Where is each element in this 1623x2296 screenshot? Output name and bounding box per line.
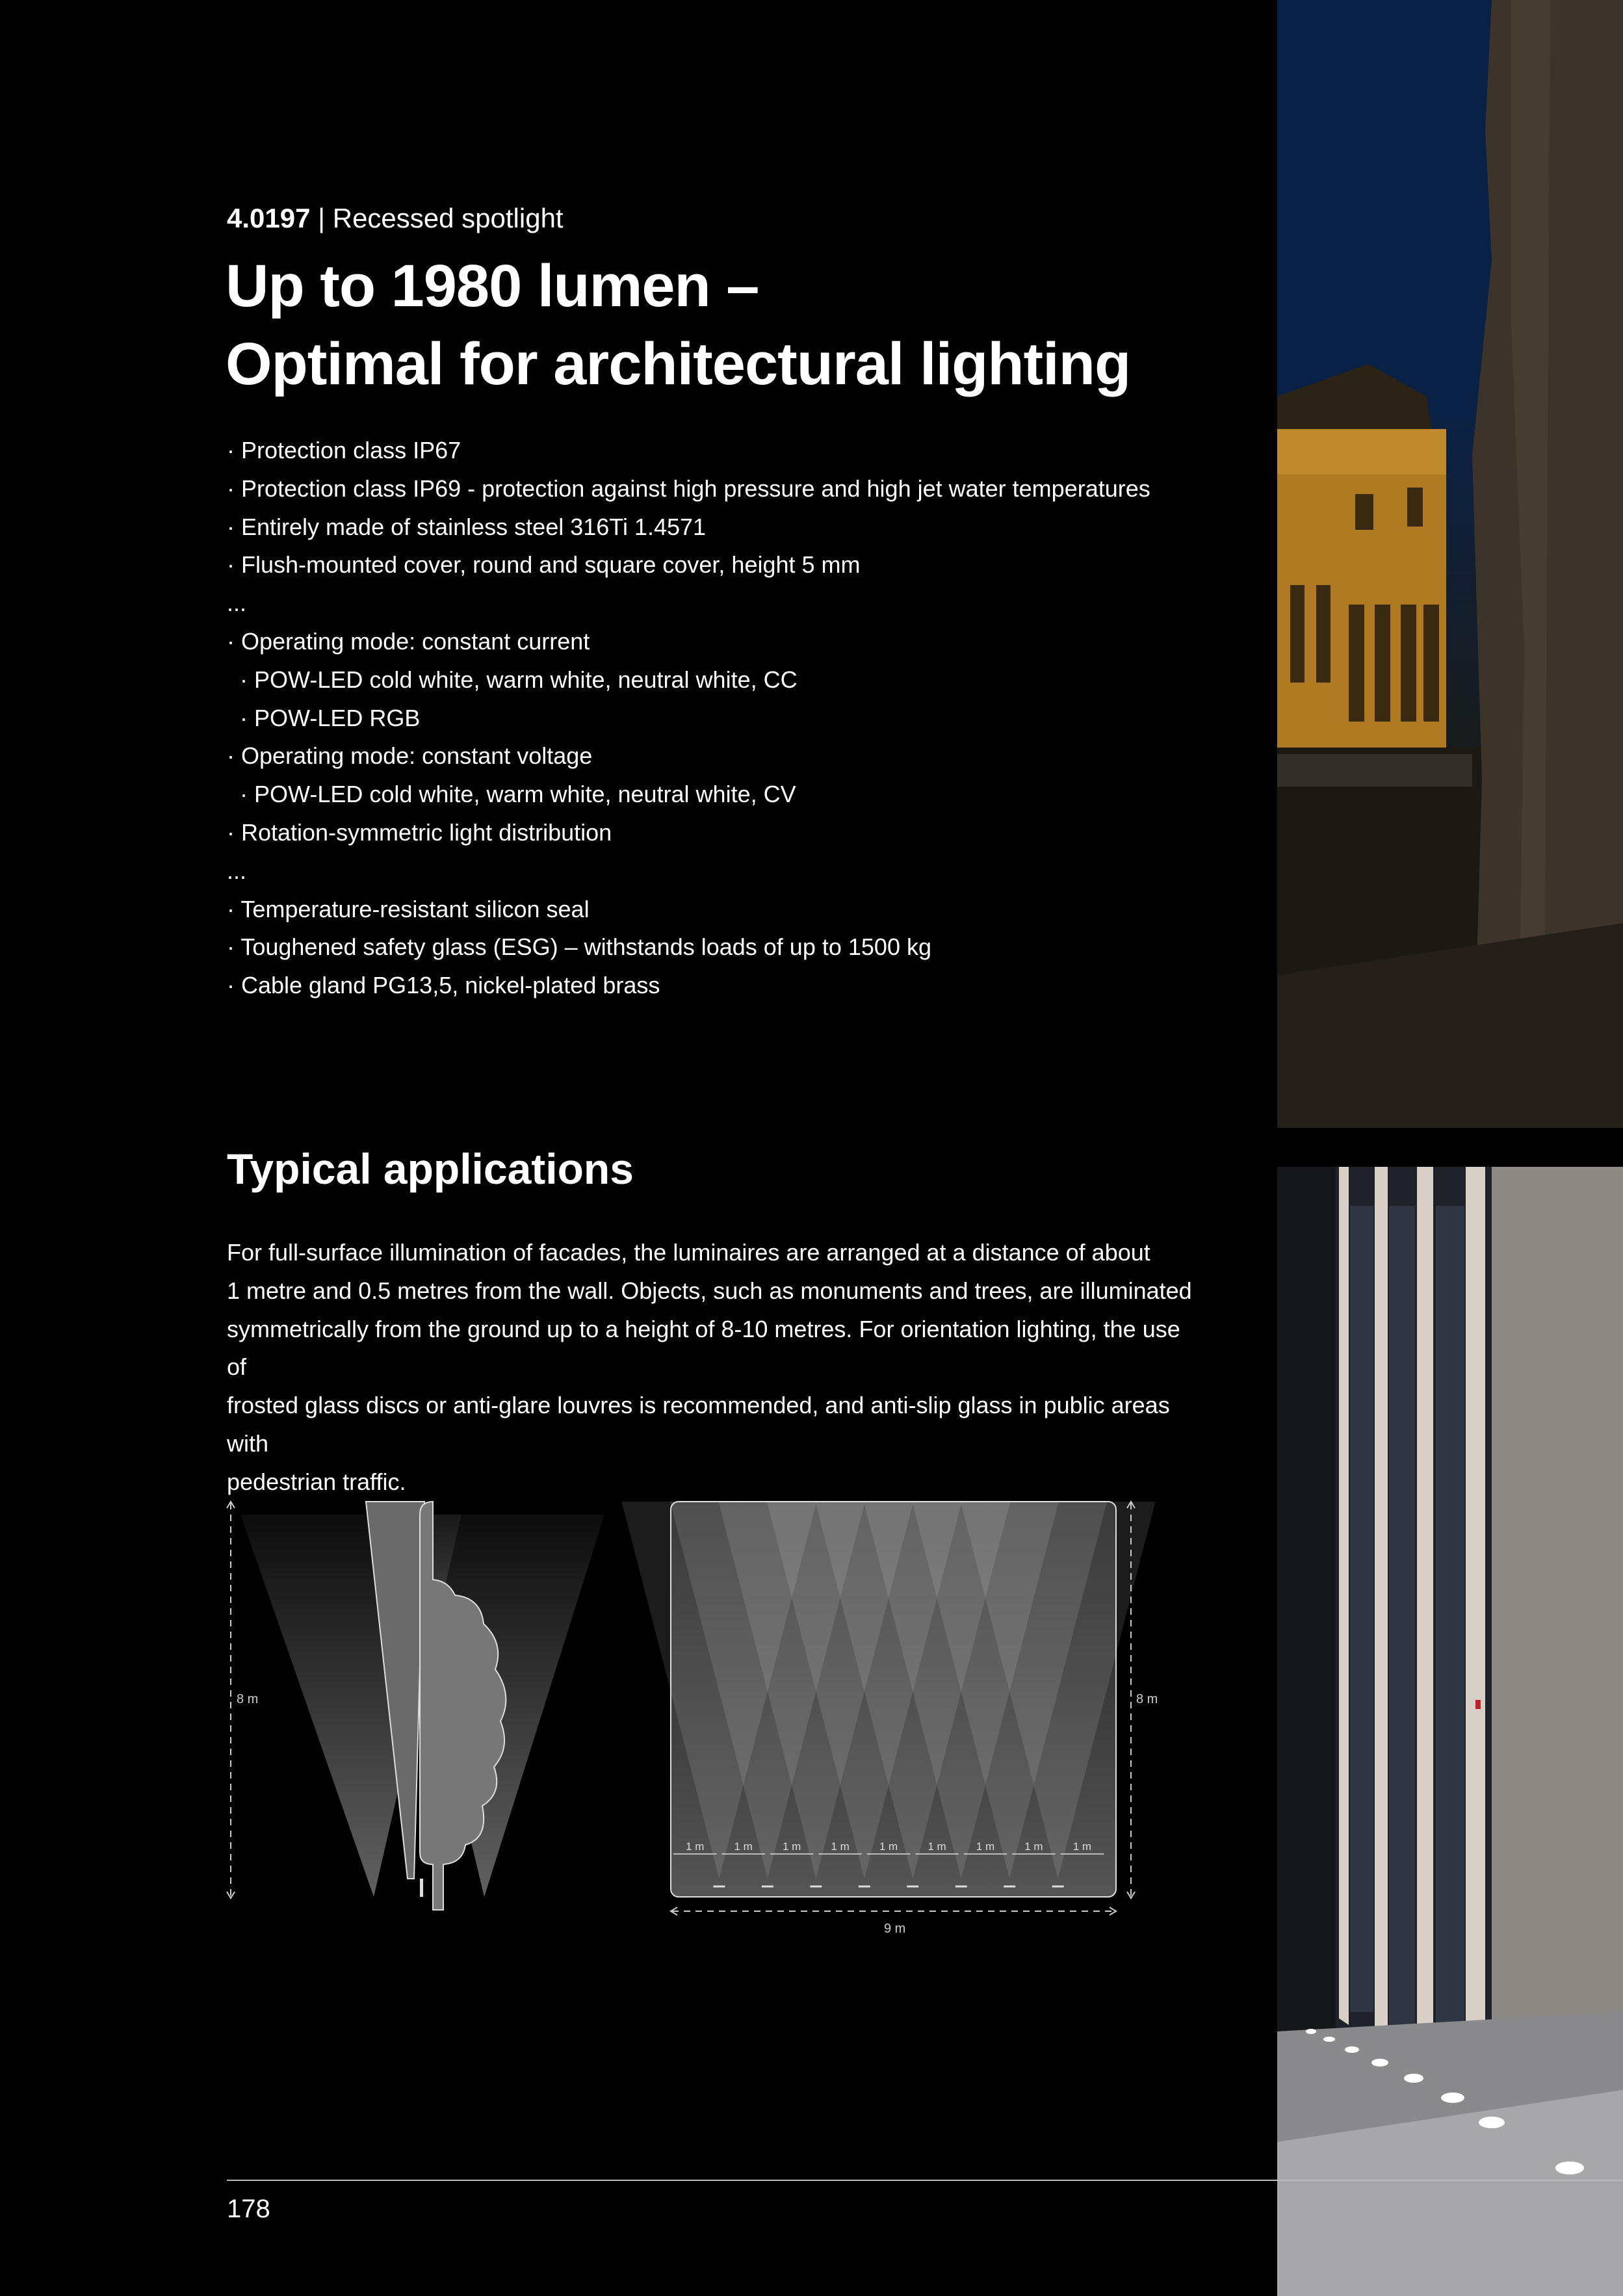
spacing-label: 1 m xyxy=(928,1840,946,1853)
spacing-label: 1 m xyxy=(1072,1840,1092,1853)
lighting-diagram xyxy=(221,1489,1209,1944)
spacing-label: 1 m xyxy=(734,1840,753,1853)
kicker-separator: | xyxy=(318,203,326,233)
feature-sub-item: · POW-LED cold white, warm white, neutral white, CC xyxy=(240,666,798,693)
spacing-label: 1 m xyxy=(831,1840,850,1853)
night-street-tree-photo xyxy=(1277,0,1623,1128)
feature-item: · Entirely made of stainless steel 316Ti 1.4571 xyxy=(227,513,707,540)
paragraph-line: pedestrian traffic. xyxy=(227,1468,406,1495)
feature-item: · Operating mode: constant voltage xyxy=(227,742,593,770)
facade-illumination-diagram xyxy=(621,1502,1158,1936)
feature-ellipsis: ... xyxy=(227,590,247,617)
spacing-dimensions xyxy=(673,1840,1104,1854)
height-label-right: 8 m xyxy=(1136,1692,1158,1706)
headline-line-2: Optimal for architectural lighting xyxy=(226,331,1131,397)
feature-item: · Protection class IP67 xyxy=(227,437,461,463)
spacing-label: 1 m xyxy=(782,1840,801,1853)
feature-sub-item: · POW-LED cold white, warm white, neutral white, CV xyxy=(240,781,796,808)
illuminated-facade-photo xyxy=(1277,1167,1623,2296)
feature-list xyxy=(227,432,1150,1005)
spacing-label: 1 m xyxy=(686,1840,705,1853)
feature-item: · Toughened safety glass (ESG) – withstands loads of up to 1500 kg xyxy=(227,933,931,961)
paragraph-line: 1 metre and 0.5 metres from the wall. Objects, such as monuments and trees, are illuminated xyxy=(227,1277,1192,1304)
height-label-left: 8 m xyxy=(237,1692,259,1706)
feature-ellipsis: ... xyxy=(227,857,247,884)
page-number: 178 xyxy=(227,2195,270,2223)
spacing-label: 1 m xyxy=(879,1840,898,1853)
width-label: 9 m xyxy=(884,1922,906,1936)
feature-item: · Rotation-symmetric light distribution xyxy=(227,818,612,846)
feature-sub-item: · POW-LED RGB xyxy=(240,704,421,731)
tree-illumination-diagram xyxy=(227,1502,604,1910)
headline-line-1: Up to 1980 lumen – xyxy=(226,253,759,319)
feature-item: · Flush-mounted cover, round and square cover, height 5 mm xyxy=(227,551,861,579)
feature-item: · Operating mode: constant current xyxy=(227,627,590,655)
paragraph-line: symmetrically from the ground up to a height of 8-10 metres. For orientation lighting, the use of xyxy=(227,1315,1180,1381)
feature-item: · Temperature-resistant silicon seal xyxy=(227,895,590,922)
product-kicker xyxy=(227,203,564,234)
feature-item: · Cable gland PG13,5, nickel-plated brass xyxy=(227,972,660,999)
page-headline xyxy=(226,247,1130,403)
paragraph-line: For full-surface illumination of facades, the luminaires are arranged at a distance of about xyxy=(227,1239,1150,1266)
feature-item: · Protection class IP69 - protection against high pressure and high jet water temperatures xyxy=(227,475,1150,502)
product-code: 4.0197 xyxy=(227,203,311,233)
applications-title: Typical applications xyxy=(227,1145,634,1193)
spacing-label: 1 m xyxy=(976,1840,995,1853)
ground-line xyxy=(420,1879,423,1897)
footer-divider xyxy=(227,2180,1623,2181)
spacing-label: 1 m xyxy=(1024,1840,1043,1853)
applications-paragraph xyxy=(227,1234,1202,1502)
product-category: Recessed spotlight xyxy=(332,203,564,233)
paragraph-line: frosted glass discs or anti-glare louvres is recommended, and anti-slip glass in public areas with xyxy=(227,1392,1170,1457)
